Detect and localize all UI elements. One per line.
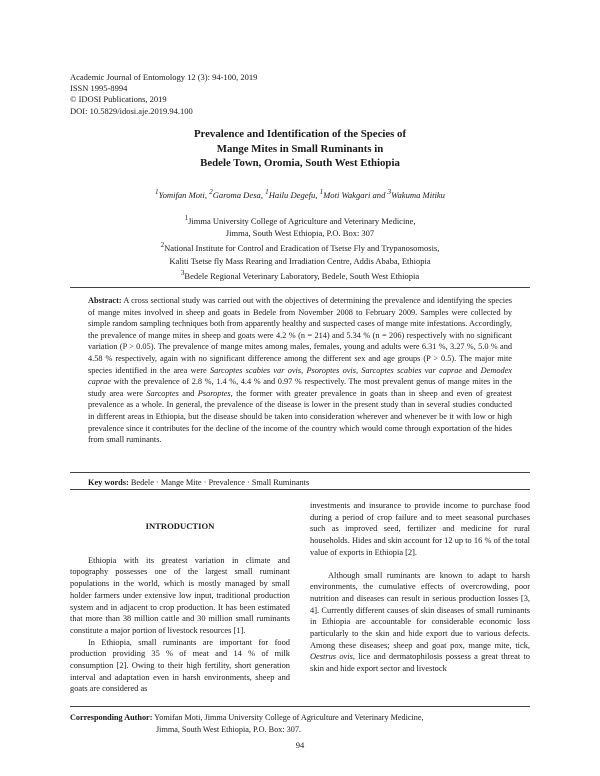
abstract-label: Abstract:	[88, 296, 122, 305]
keywords-top-rule	[70, 472, 530, 473]
abstract-text: ,	[355, 365, 362, 375]
paragraph: Ethiopia with its greatest variation in climate and topography possesses one of the largest small ruminant populations in the world, which is mostly managed by small holder farmers under extensive low input, traditional production system and in adjacent to crop production. It has been estimated that more than 38 million cattle and 30 million small ruminants constitute a major portion of livestock resources [1].	[70, 555, 290, 635]
abstract-text: with the prevalence of 2.8 %, 1.4 %, 4.4 % and 0.97 % respectively. The most prevalent genus of mange mites in the study area were	[88, 377, 512, 398]
journal-issn: ISSN 1995-8994	[70, 83, 128, 94]
affiliation-sup: 2	[160, 241, 165, 250]
species-name: Sarcoptes scabies var ovis	[209, 365, 302, 375]
author-name: Moti Wakgari	[323, 189, 371, 200]
affiliation-text: Bedele Regional Veterinary Laboratory, Bedele, South West Ethiopia	[184, 270, 420, 281]
species-name: Sarcoptes scabies var caprae	[361, 365, 463, 375]
paragraph	[310, 570, 530, 675]
author-name: Garoma Desa	[212, 189, 261, 200]
keywords-text: Bedele · Mange Mite · Prevalence · Small Ruminants	[128, 478, 310, 487]
paragraph: In Ethiopia, small ruminants are important for food production providing 35 % of meat and 14 % of milk consumption [2]. Owing to their high fertility, short generation interval and adaptation even in harsh environments, sheep and goats are considered as	[70, 637, 290, 694]
author-affil-sup: 3	[387, 188, 392, 196]
keywords-label: Key words:	[88, 478, 129, 487]
affiliation-text: Jimma University College of Agriculture and Veterinary Medicine,	[188, 215, 416, 226]
journal-citation: Academic Journal of Entomology 12 (3): 94-100, 2019	[70, 72, 258, 82]
keywords-bottom-rule	[70, 489, 530, 490]
author-affil-sup: 2	[209, 188, 213, 196]
author-name: Wakuma Mitiku	[391, 189, 445, 200]
abstract-text: ,	[301, 365, 307, 375]
corresponding-author	[70, 712, 530, 735]
title-line: Bedele Town, Oromia, South West Ethiopia	[200, 157, 400, 170]
paper-title	[60, 127, 540, 171]
affiliation-text: National Institute for Control and Eradication of Tsetse Fly and Trypanosomosis,	[164, 243, 440, 254]
affiliations	[60, 212, 540, 282]
corresponding-label: Corresponding Author:	[70, 713, 153, 722]
right-column	[310, 500, 530, 675]
author-name: Hailu Degefu	[268, 189, 316, 200]
abstract-text: and	[462, 365, 481, 375]
title-line: Prevalence and Identification of the Species of	[193, 128, 407, 140]
species-name: Oestrus ovis	[310, 652, 353, 662]
page-number: 94	[295, 740, 305, 750]
journal-info	[70, 72, 257, 117]
author-affil-sup: 1	[319, 188, 324, 196]
section-heading-introduction: INTRODUCTION	[145, 521, 215, 531]
author-name: Yomifan Moti	[158, 189, 205, 200]
title-line: Mange Mites in Small Ruminants in	[216, 142, 384, 155]
author-affil-sup: 1	[155, 188, 159, 196]
affiliation-line: Jimma, South West Ethiopia, P.O. Box: 307	[225, 228, 375, 239]
paragraph-text: , lice and dermatophilosis possess a great threat to skin and hide export sector and livestock	[310, 652, 530, 674]
left-column	[70, 521, 290, 695]
author-list: $^1$Yomifan Moti, $^2$Garoma Desa, $^1$Hailu Degefu, $^1$Moti Wakgari and $^3$Wakuma Mitiku	[155, 188, 445, 200]
corresponding-text: Jimma, South West Ethiopia, P.O. Box: 307.	[156, 724, 301, 734]
footer-rule	[70, 706, 530, 707]
abstract-text: , the former with greater prevalence in goats than in sheep and even of greatest prevalence as a whole. In general, the prevalence of the disease is lower in the present study than in several studies conducted in different areas in Ethiopia, but the disease should be taken into consideration wherever and whenever be it with low or high prevalence since it contributes for the decline of the income of the country which would come through exportation of the hides from small ruminants.	[88, 388, 512, 445]
paragraph: investments and insurance to provide income to purchase food during a period of crop failure and to meet seasonal purchases such as improved seed, fertilizer and medicine for rural households. Hides and skin account for 12 up to 16 % of the total value of exports in Ethiopia [2].	[310, 501, 530, 557]
abstract-text: and	[178, 388, 198, 398]
species-name: Demodex caprae	[88, 365, 512, 387]
species-name: Sarcoptes	[146, 388, 179, 398]
paragraph-text: Although small ruminants are known to adapt to harsh environments, the cumulative effects of overcrowding, poor nutrition and diseases can result in serious production losses [3, 4]. Currently different causes of skin diseases of small ruminants in Ethiopia are accountable for considerable economic loss particularly to the skin and hide export due to various defects. Among these diseases; sheep and goat pox, mange mite, tick,	[310, 570, 530, 650]
corresponding-text: Yomifan Moti, Jimma University College of Agriculture and Veterinary Medicine,	[152, 713, 424, 722]
author-conjunction: and	[372, 189, 386, 200]
affiliation-line: Kaliti Tsetse fly Mass Rearing and Irradiation Centre, Addis Ababa, Ethiopia	[169, 255, 431, 266]
species-name: Psoroptes ovis	[306, 365, 356, 375]
affiliation-sup: 1	[184, 214, 189, 222]
journal-copyright: © IDOSI Publications, 2019	[70, 94, 167, 105]
abstract-text: A cross sectional study was carried out with the objectives of determining the prevalence and identifying the species of mange mites involved in sheep and goats in Bedele from November 2008 to February 2009. Samples were collected by simple random sampling techniques both from apparently healthy and suspected cases of mange mite infestations. Accordingly, the prevalence of mange mites in sheep and goats were 4.2 % (n = 214) and 5.34 % (n = 206) respectively with no significant variation (P > 0.05). The prevalence of mange mites among males, females, young and adults were 6.31 %, 3.27 %, 5.0 % and 4.58 % respectively, again with no significant difference among the different sex and age groups (P > 0.5). The major mite species identified in the area were	[88, 296, 512, 375]
abstract-top-rule	[70, 287, 530, 288]
affiliation-line	[60, 212, 540, 227]
species-name: Psoroptes	[197, 388, 231, 398]
affiliation-line	[60, 239, 540, 254]
abstract	[88, 295, 512, 446]
keywords	[88, 478, 512, 487]
journal-doi[interactable]: DOI: 10.5829/idosi.aje.2019.94.100	[70, 105, 193, 116]
author-affil-sup: 1	[265, 188, 269, 196]
affiliation-sup: 3	[180, 268, 185, 277]
affiliation-line	[60, 267, 540, 282]
